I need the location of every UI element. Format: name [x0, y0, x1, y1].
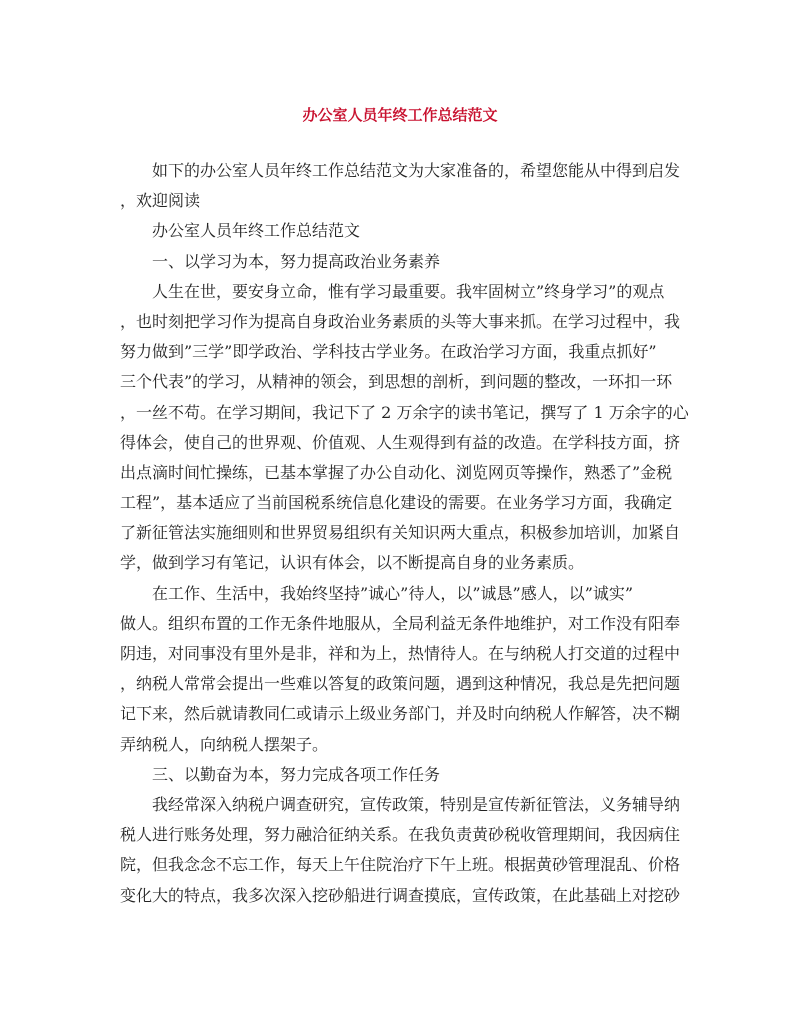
paragraph-line: 阴违，对同事没有里外是非，祥和为上，热情待人。在与纳税人打交道的过程中	[120, 644, 681, 663]
paragraph-line: 我经常深入纳税户调查研究，宣传政策，特别是宣传新征管法，义务辅导纳	[152, 794, 681, 814]
paragraph-line: 学，做到学习有笔记，认识有体会，以不断提高自身的业务素质。	[120, 553, 585, 573]
paragraph-line: 三个代表”的学习，从精神的领会，到思想的剖析，到问题的整改，一环扣一环	[120, 372, 673, 392]
paragraph-line: ，纳税人常常会提出一些难以答复的政策问题，遇到这种情况，我总是先把问题	[120, 674, 681, 694]
paragraph-line: 了新征管法实施细则和世界贸易组织有关知识两大重点，积极参加培训，加紧自	[120, 523, 681, 543]
paragraph-line: 出点滴时间忙操练，已基本掌握了办公自动化、浏览网页等操作，熟悉了”金税	[120, 462, 673, 482]
document-title: 办公室人员年终工作总结范文	[302, 106, 498, 124]
paragraph-line: 税人进行账务处理，努力融洽征纳关系。在我负责黄砂税收管理期间，我因病住	[120, 825, 681, 845]
paragraph-line: ，也时刻把学习作为提高自身政治业务素质的头等大事来抓。在学习过程中，我	[120, 311, 681, 331]
intro-line: 如下的办公室人员年终工作总结范文为大家准备的，希望您能从中得到启发	[152, 161, 681, 180]
paragraph-line: 记下来，然后就请教同仁或请示上级业务部门，并及时向纳税人作解答，决不糊	[120, 704, 681, 724]
paragraph-line: 工程”，基本适应了当前国税系统信息化建设的需要。在业务学习方面，我确定	[120, 493, 673, 513]
section-heading: 一、以学习为本，努力提高政治业务素养	[152, 251, 441, 271]
paragraph-line: 院，但我念念不忘工作，每天上午住院治疗下午上班。根据黄砂管理混乱、价格	[120, 855, 681, 875]
paragraph-line: 努力做到”三学”即学政治、学科技古学业务。在政治学习方面，我重点抓好”	[120, 342, 657, 362]
paragraph-line: 做人。组织布置的工作无条件地服从，全局利益无条件地维护，对工作没有阳奉	[120, 613, 681, 633]
paragraph-line: 变化大的特点，我多次深入挖砂船进行调查摸底，宣传政策，在此基础上对挖砂	[120, 885, 681, 905]
section-heading: 三、以勤奋为本，努力完成各项工作任务	[152, 764, 441, 784]
paragraph-line: 在工作、生活中，我始终坚持”诚心”待人，以”诚恳”感人，以”诚实”	[152, 583, 634, 603]
section-heading: 办公室人员年终工作总结范文	[152, 221, 361, 241]
document-body	[120, 156, 689, 911]
paragraph-line: ，一丝不苟。在学习期间，我记下了 2 万余字的读书笔记，撰写了 1 万余字的心	[120, 402, 689, 422]
intro-line-continued: ，欢迎阅读	[120, 191, 201, 211]
paragraph-line: 弄纳税人，向纳税人摆架子。	[120, 734, 329, 754]
paragraph-line: 得体会，使自己的世界观、价值观、人生观得到有益的改造。在学科技方面，挤	[120, 432, 681, 452]
paragraph-line: 人生在世，要安身立命，惟有学习最重要。我牢固树立”终身学习”的观点	[152, 281, 665, 301]
